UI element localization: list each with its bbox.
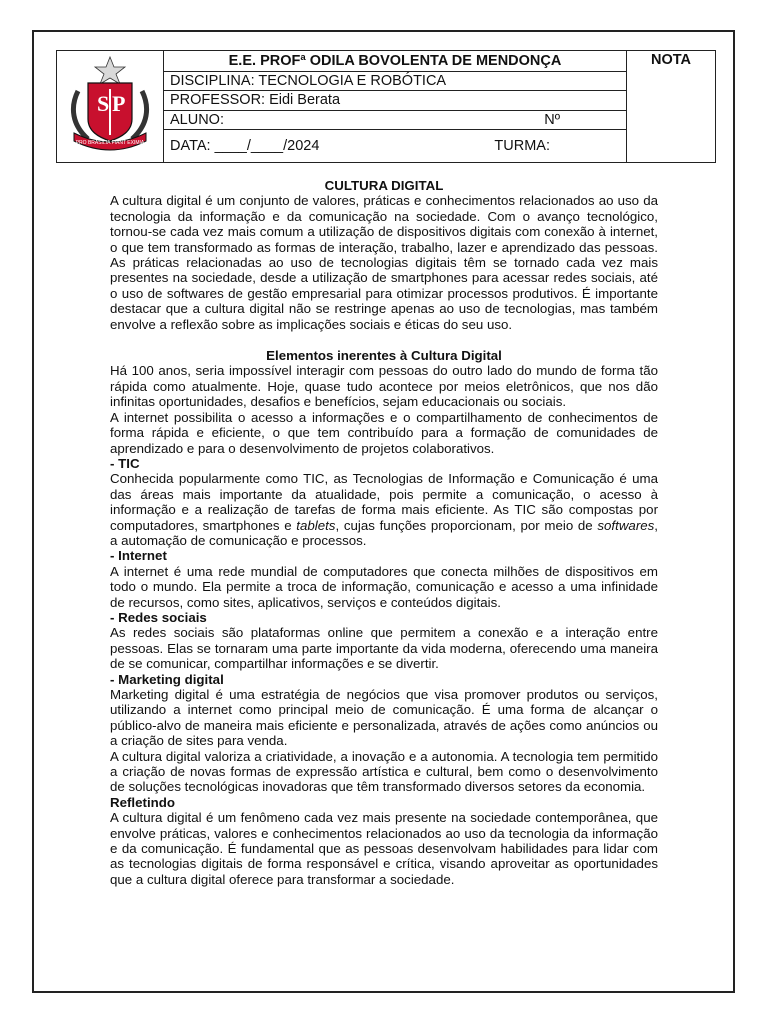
criatividade-paragraph: A cultura digital valoriza a criatividade, a inovação e a autonomia. A tecnologia tem permitido a criação de novas formas de expressão artística e cultural, bem como o desenvolvimento de soluções tecnológicas inovadoras que têm transformado diversos setores da economia. — [110, 748, 658, 795]
marketing-digital-heading: - Marketing digital — [110, 671, 224, 687]
turma-label: TURMA: — [494, 137, 550, 154]
redes-sociais-heading: - Redes sociais — [110, 609, 207, 625]
tic-heading: - TIC — [110, 455, 140, 471]
internet-paragraph: A internet é uma rede mundial de computadores que conecta milhões de dispositivos em todo o mundo. Ela permite a troca de informação, comunicação e acesso a uma infinidade de recursos, como sites, aplicativos, serviços e conteúdos digitais. — [110, 563, 658, 610]
softwares-italic: softwares — [597, 517, 655, 533]
refletindo-heading: Refletindo — [110, 794, 176, 810]
document-body — [110, 178, 658, 887]
logo-cell — [57, 51, 164, 163]
numero-label: Nº — [544, 111, 560, 128]
document-title: CULTURA DIGITAL — [324, 178, 444, 193]
sao-paulo-coat-of-arms-logo — [64, 55, 156, 153]
intro-paragraph: A cultura digital é um conjunto de valores, práticas e conhecimentos relacionados ao uso da tecnologia da informação e da comunicação na sociedade. Com o avanço tecnológico, tornou-se cada vez mais comum a utilização de dispositivos digitais com conexão à internet, o que tem transformado as formas de interação, trabalho, lazer e aprendizado das pessoas. As práticas relacionadas ao uso de tecnologias digitais têm se tornado cada vez mais presentes na sociedade, desde a utilização de smartphones para acessar redes sociais, até o uso de softwares de gestão empresarial para otimizar processos produtivos. É importante destacar que a cultura digital não se restringe apenas ao uso de tecnologias, mas também envolve a reflexão sobre as implicações sociais e éticas do seu uso. — [110, 193, 658, 332]
marketing-digital-paragraph: Marketing digital é uma estratégia de negócios que visa promover produtos ou serviços, utilizando a internet como principal meio de comunicação. É uma forma de alcançar o público-alvo de maneira mais eficiente e personalizada, através de ações como anúncios ou a criação de sites para venda. — [110, 687, 658, 749]
paragraph-100-anos: Há 100 anos, seria impossível interagir com pessoas do outro lado do mundo de forma tão rápida como atualmente. Hoje, quase tudo acontece por meios eletrônicos, que nos dão infinitas oportunidades, desafios e benefícios, sejam educacionais ou sociais. — [110, 363, 658, 410]
paragraph-internet-acesso: A internet possibilita o acesso a informações e o compartilhamento de conhecimentos de forma rápida e eficiente, o que tem contribuído para a formação de comunidades de aprendizado e para o desenvolvimento de projetos colaborativos. — [110, 409, 658, 456]
internet-heading: - Internet — [110, 548, 167, 564]
aluno-label: ALUNO: — [170, 111, 224, 128]
aluno-row — [164, 110, 627, 129]
tic-paragraph: Conhecida popularmente como TIC, as Tecnologias de Informação e Comunicação é uma das áreas mais importante da atualidade, pois permite a comunicação, o acesso à informação e a realização de tarefas de forma mais eficiente. As TIC são compostas por computadores, smartphones e tablets, cujas funções proporcionam, por meio de softwares, a automação de comunicação e processos. — [110, 471, 658, 548]
redes-sociais-paragraph: As redes sociais são plataformas online que permitem a conexão e a interação entre pessoas. Elas se tornaram uma parte importante da vida moderna, oferecendo uma maneira de se comunicar, compartilhar informações e se divertir. — [110, 625, 658, 672]
data-label: DATA: ____/____/2024 — [170, 137, 320, 154]
school-name: E.E. PROFª ODILA BOVOLENTA DE MENDONÇA — [164, 51, 627, 72]
refletindo-paragraph: A cultura digital é um fenômeno cada vez mais presente na sociedade contemporânea, que envolve práticas, valores e conhecimentos relacionados ao uso da tecnologia da informação e da comunicação. É fundamental que as pessoas desenvolvam habilidades para lidar com as tecnologias digitais de forma responsável e crítica, visando aproveitar as oportunidades que a cultura digital oferece para transformar a sociedade. — [110, 810, 658, 887]
nota-label: NOTA — [650, 52, 691, 68]
nota-box — [627, 51, 716, 163]
data-row — [164, 129, 627, 162]
header-table — [56, 50, 716, 163]
tablets-italic: tablets — [296, 517, 336, 533]
section-subtitle: Elementos inerentes à Cultura Digital — [266, 348, 502, 364]
svg-text:P: P — [112, 91, 126, 116]
professor-row: PROFESSOR: Eidi Berata — [164, 91, 627, 110]
svg-text:PRO BRASILIA FIANT EXIMIA: PRO BRASILIA FIANT EXIMIA — [75, 140, 145, 146]
svg-text:S: S — [97, 91, 110, 116]
disciplina-row: DISCIPLINA: TECNOLOGIA E ROBÓTICA — [164, 72, 627, 91]
